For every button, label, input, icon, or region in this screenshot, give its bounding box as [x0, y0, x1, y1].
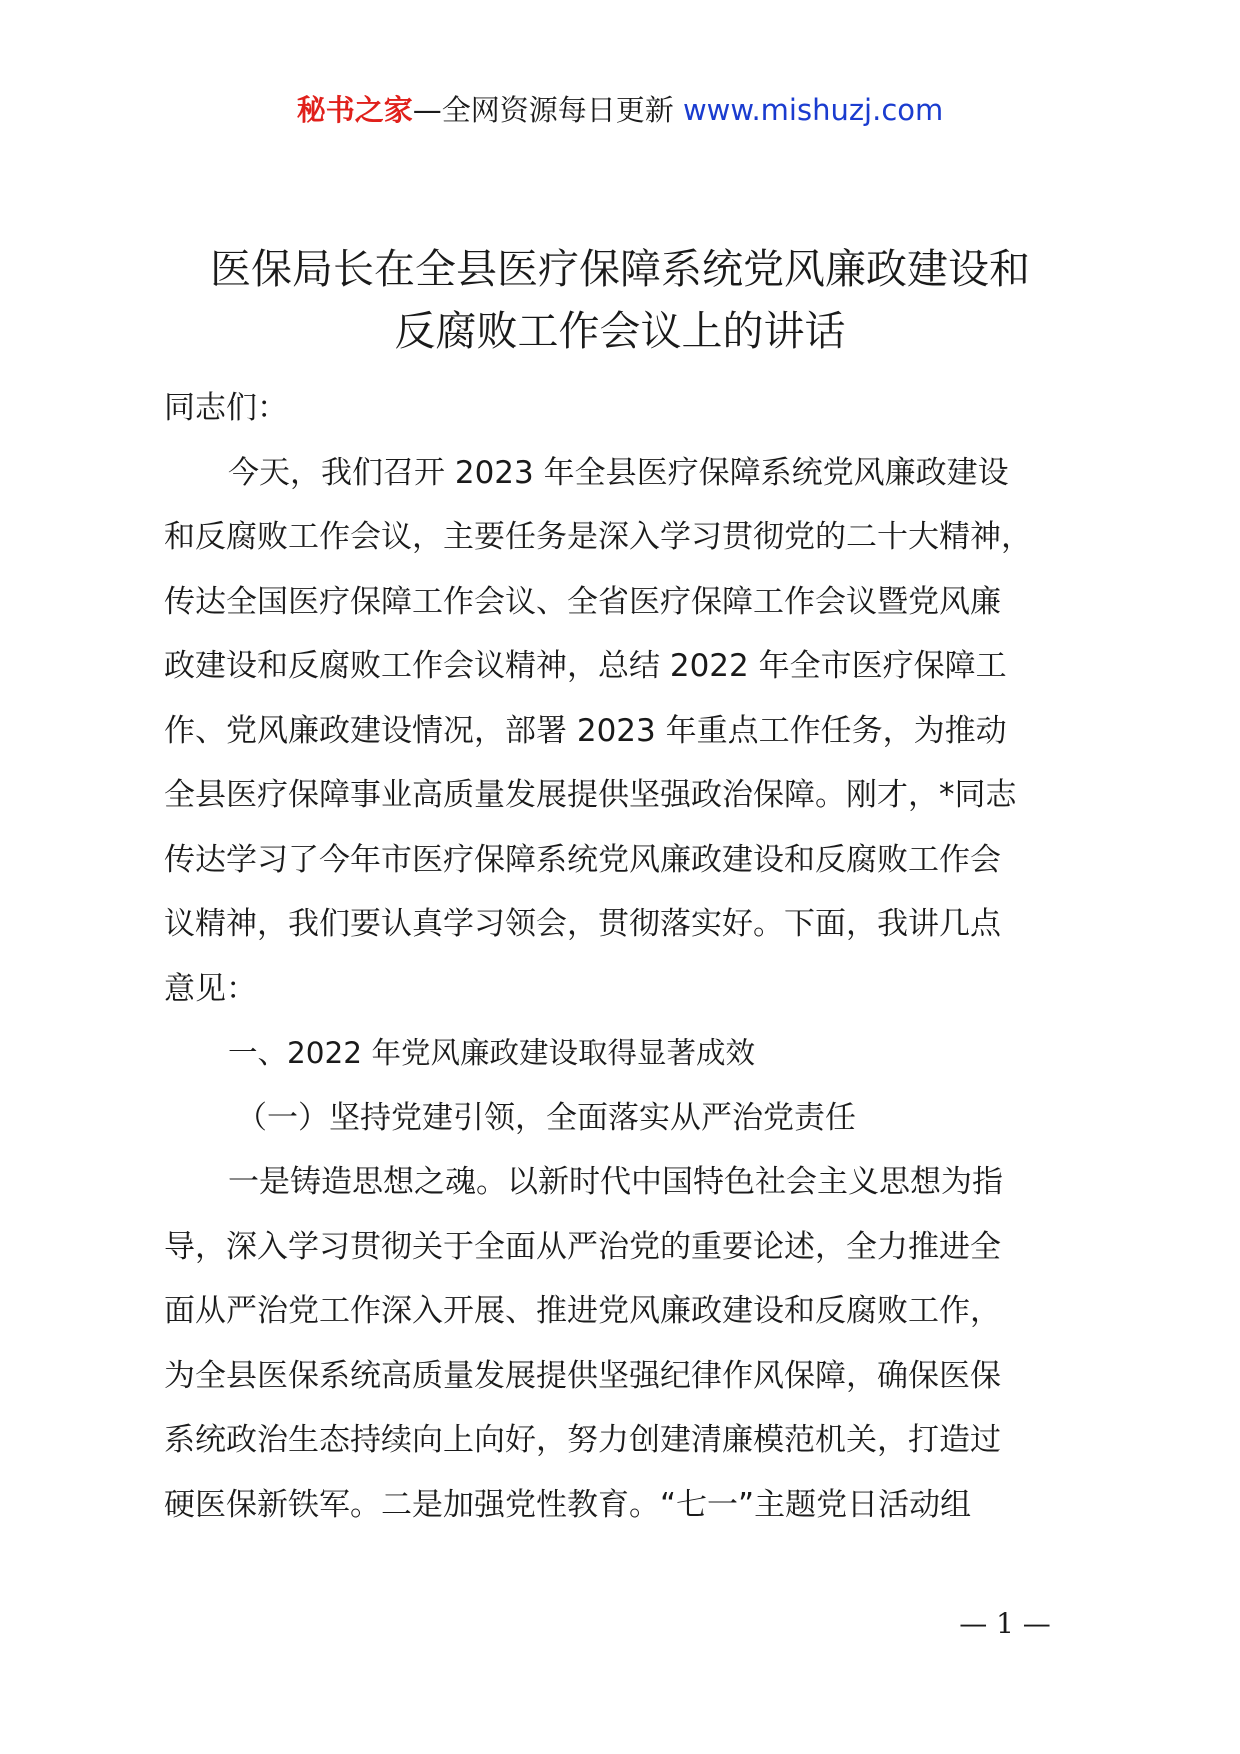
website-link[interactable]: www.mishuzj.com — [682, 93, 944, 127]
body-line: 系统政治生态持续向上向好，努力创建清廉模范机关，打造过 — [164, 1422, 1001, 1458]
body-line: 作、党风廉政建设情况，部署 2023 年重点工作任务，为推动 — [164, 712, 1007, 749]
body-line: 硬医保新铁军。二是加强党性教育。“七一”主题党日活动组 — [164, 1486, 972, 1523]
section-heading-1-1: （一）坚持党建引领，全面落实从严治党责任 — [236, 1099, 856, 1136]
document-body — [164, 376, 1124, 1537]
body-line: 意见： — [164, 970, 257, 1007]
body-line: 今天，我们召开 2023 年全县医疗保障系统党风廉政建设 — [228, 454, 1009, 491]
header-tagline: —全网资源每日更新 — [412, 93, 683, 127]
body-line: 导，深入学习贯彻关于全面从严治党的重要论述，全力推进全 — [164, 1228, 1001, 1265]
body-line: 全县医疗保障事业高质量发展提供坚强政治保障。刚才，*同志 — [164, 777, 1017, 813]
body-line: 议精神，我们要认真学习领会，贯彻落实好。下面，我讲几点 — [164, 906, 1001, 942]
body-line: 和反腐败工作会议，主要任务是深入学习贯彻党的二十大精神， — [164, 519, 1032, 555]
body-line: 政建设和反腐败工作会议精神，总结 2022 年全市医疗保障工 — [164, 648, 1007, 684]
page-number: — 1 — — [959, 1607, 1051, 1640]
title-line-1: 医保局长在全县医疗保障系统党风廉政建设和 — [210, 245, 1030, 293]
site-header-banner — [0, 88, 1240, 132]
document-title — [140, 238, 1100, 362]
body-line: 面从严治党工作深入开展、推进党风廉政建设和反腐败工作， — [164, 1293, 1001, 1329]
body-line: 为全县医保系统高质量发展提供坚强纪律作风保障，确保医保 — [164, 1357, 1001, 1394]
body-line: 一是铸造思想之魂。以新时代中国特色社会主义思想为指 — [228, 1164, 1003, 1200]
brand-name: 秘书之家 — [296, 93, 413, 127]
body-line: 传达全国医疗保障工作会议、全省医疗保障工作会议暨党风廉 — [164, 583, 1001, 620]
salutation: 同志们： — [164, 390, 288, 426]
section-heading-1: 一、2022 年党风廉政建设取得显著成效 — [228, 1036, 755, 1070]
body-line: 传达学习了今年市医疗保障系统党风廉政建设和反腐败工作会 — [164, 841, 1001, 878]
title-line-2: 反腐败工作会议上的讲话 — [394, 307, 846, 355]
